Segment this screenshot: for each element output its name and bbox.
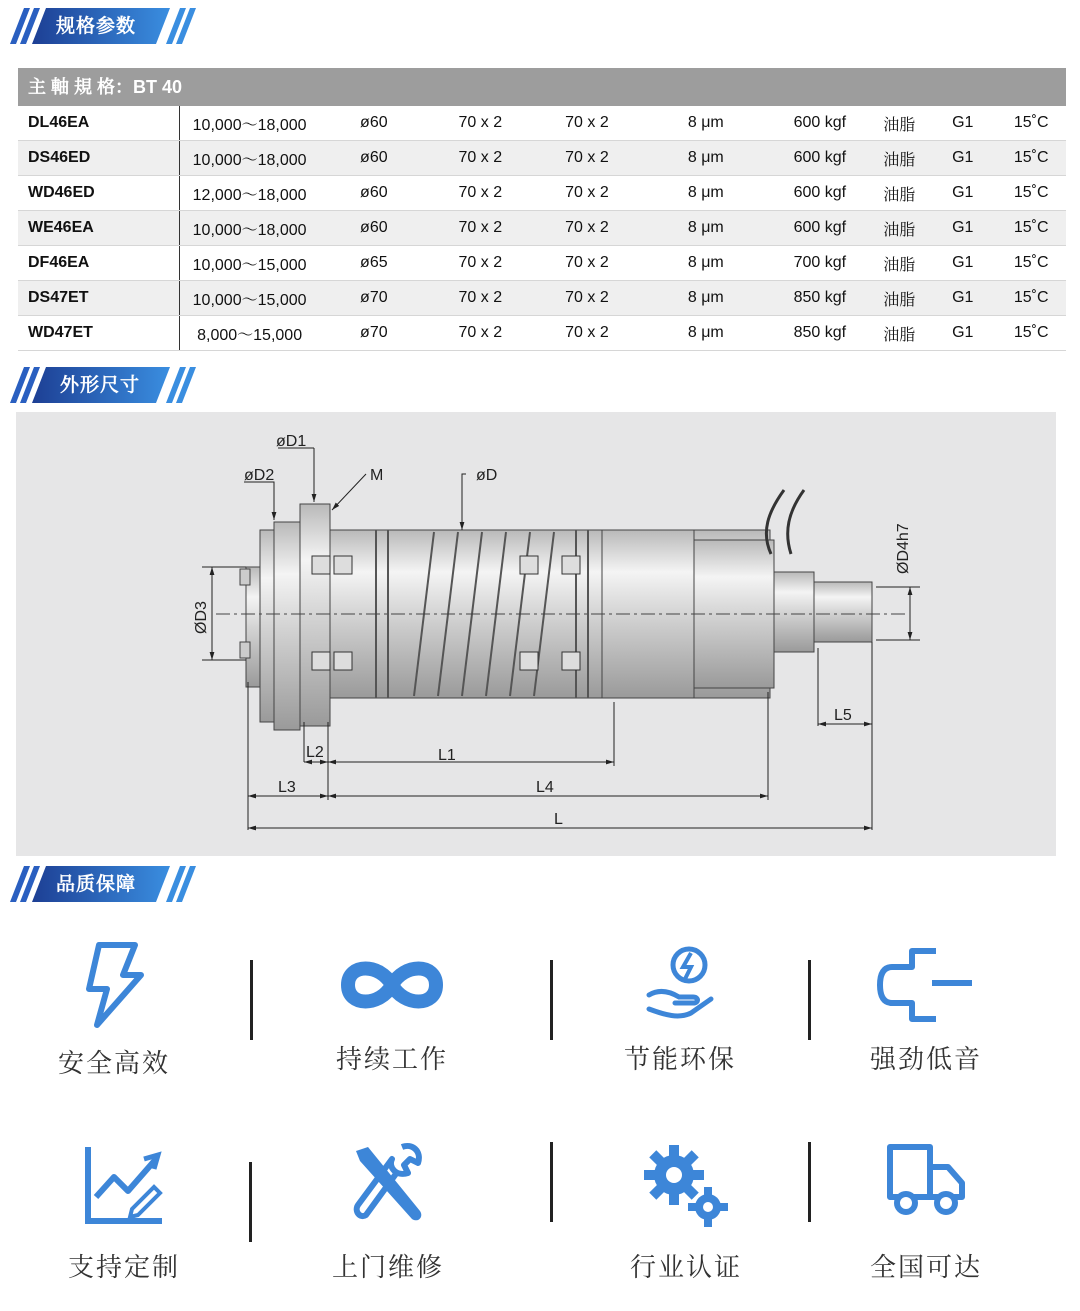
label-l5: L5 [834, 707, 852, 724]
spec-cell-thread: G1 [929, 106, 996, 141]
spec-cell-b1: 70 x 2 [428, 281, 532, 316]
spec-cell-load: 600 kgf [770, 211, 869, 246]
spec-cell-load: 700 kgf [770, 246, 869, 281]
spec-cell-b1: 70 x 2 [428, 211, 532, 246]
label-d4: ØD4h7 [895, 523, 912, 574]
spec-cell-speed: 10,000～15,000 [179, 246, 319, 281]
spec-cell-lub: 油脂 [869, 106, 929, 141]
spec-table-title: 主 軸 規 格：BT 40 [18, 68, 1066, 106]
tools-icon [346, 1141, 430, 1229]
spec-cell-speed: 8,000～15,000 [179, 316, 319, 351]
spec-cell-thread: G1 [929, 176, 996, 211]
label-m: M [370, 467, 384, 484]
spec-cell-acc: 8 μm [641, 281, 770, 316]
feature-nationwide-reach [826, 1135, 1026, 1295]
spec-cell-dia: ø70 [319, 281, 428, 316]
feature-industry-certified [586, 1135, 786, 1295]
label-d1: øD1 [276, 433, 307, 450]
spec-cell-model: DS47ET [18, 281, 179, 316]
feature-energy-saving [580, 935, 780, 1095]
spec-cell-b2: 70 x 2 [532, 316, 641, 351]
feature-label: 持续工作 [335, 1045, 448, 1075]
spec-cell-model: WD47ET [18, 316, 179, 351]
spec-cell-lub: 油脂 [869, 246, 929, 281]
separator [808, 960, 811, 1040]
spec-cell-temp: 15˚C [996, 316, 1066, 351]
label-l1: L1 [438, 747, 456, 764]
spec-cell-b2: 70 x 2 [532, 211, 641, 246]
plug-icon [876, 943, 976, 1027]
spec-cell-temp: 15˚C [996, 176, 1066, 211]
spec-cell-model: WD46ED [18, 176, 179, 211]
spec-cell-dia: ø60 [319, 211, 428, 246]
feature-label: 全国可达 [869, 1253, 982, 1283]
section-title-dimensions: 外形尺寸 [60, 374, 141, 396]
separator [808, 1142, 811, 1222]
spec-cell-load: 850 kgf [770, 316, 869, 351]
spec-cell-b1: 70 x 2 [428, 106, 532, 141]
spec-row [18, 176, 1066, 211]
spec-cell-temp: 15˚C [996, 211, 1066, 246]
spec-cell-b2: 70 x 2 [532, 246, 641, 281]
spec-cell-speed: 10,000～18,000 [179, 211, 319, 246]
spec-cell-speed: 10,000～18,000 [179, 106, 319, 141]
spec-cell-model: WE46EA [18, 211, 179, 246]
spec-cell-acc: 8 μm [641, 141, 770, 176]
spec-cell-thread: G1 [929, 316, 996, 351]
feature-strong-low-noise [826, 935, 1026, 1095]
spec-row [18, 281, 1066, 316]
spec-cell-lub: 油脂 [869, 141, 929, 176]
spec-cell-acc: 8 μm [641, 176, 770, 211]
spec-cell-thread: G1 [929, 246, 996, 281]
spec-row [18, 316, 1066, 351]
feature-label: 安全高效 [57, 1049, 170, 1079]
feature-label: 上门维修 [331, 1253, 444, 1283]
spec-cell-dia: ø65 [319, 246, 428, 281]
spec-row [18, 246, 1066, 281]
label-l4: L4 [536, 779, 554, 796]
spindle-body [240, 490, 872, 730]
label-d: øD [476, 467, 498, 484]
spec-cell-thread: G1 [929, 211, 996, 246]
spec-cell-acc: 8 μm [641, 211, 770, 246]
section-header-dimensions [6, 367, 206, 405]
feature-label: 行业认证 [629, 1253, 742, 1283]
spec-cell-acc: 8 μm [641, 246, 770, 281]
feature-custom-support [24, 1135, 224, 1295]
energy-hand-icon [645, 943, 715, 1023]
feature-safe-efficient [14, 935, 214, 1095]
spec-cell-thread: G1 [929, 281, 996, 316]
spec-cell-thread: G1 [929, 141, 996, 176]
truck-icon [884, 1141, 968, 1221]
feature-label: 支持定制 [67, 1253, 180, 1283]
spec-cell-lub: 油脂 [869, 316, 929, 351]
label-l3: L3 [278, 779, 296, 796]
spec-cell-temp: 15˚C [996, 246, 1066, 281]
spec-cell-b2: 70 x 2 [532, 141, 641, 176]
label-l: L [554, 811, 563, 828]
section-title-spec: 规格参数 [56, 15, 137, 37]
spec-cell-lub: 油脂 [869, 176, 929, 211]
spec-cell-b1: 70 x 2 [428, 141, 532, 176]
separator [249, 1162, 252, 1242]
chart-edit-icon [82, 1141, 166, 1227]
spec-cell-b1: 70 x 2 [428, 176, 532, 211]
spec-cell-temp: 15˚C [996, 141, 1066, 176]
separator [250, 960, 253, 1040]
spec-cell-dia: ø60 [319, 141, 428, 176]
spec-row [18, 141, 1066, 176]
label-l2: L2 [306, 744, 324, 761]
spec-cell-acc: 8 μm [641, 106, 770, 141]
spec-cell-load: 600 kgf [770, 141, 869, 176]
spec-cell-b2: 70 x 2 [532, 281, 641, 316]
spec-cell-lub: 油脂 [869, 281, 929, 316]
spec-cell-temp: 15˚C [996, 281, 1066, 316]
spec-row [18, 106, 1066, 141]
feature-label: 强劲低音 [869, 1045, 982, 1075]
spec-cell-dia: ø60 [319, 176, 428, 211]
separator [550, 960, 553, 1040]
section-header-spec [6, 8, 206, 46]
label-d2: øD2 [244, 467, 275, 484]
spec-cell-speed: 12,000～18,000 [179, 176, 319, 211]
spec-cell-model: DF46EA [18, 246, 179, 281]
spec-cell-b2: 70 x 2 [532, 106, 641, 141]
gears-icon [640, 1141, 732, 1229]
spec-cell-load: 850 kgf [770, 281, 869, 316]
spec-cell-dia: ø70 [319, 316, 428, 351]
section-title-quality: 品质保障 [56, 873, 137, 895]
spindle-dimension-drawing [16, 412, 1056, 856]
spec-cell-b1: 70 x 2 [428, 246, 532, 281]
spec-cell-model: DL46EA [18, 106, 179, 141]
spec-cell-dia: ø60 [319, 106, 428, 141]
lightning-icon [79, 941, 149, 1029]
spec-table [18, 106, 1066, 351]
spec-cell-lub: 油脂 [869, 211, 929, 246]
spec-cell-b2: 70 x 2 [532, 176, 641, 211]
spec-cell-speed: 10,000～18,000 [179, 141, 319, 176]
separator [550, 1142, 553, 1222]
spec-row [18, 211, 1066, 246]
spec-cell-load: 600 kgf [770, 176, 869, 211]
section-header-quality [6, 866, 206, 904]
spec-cell-load: 600 kgf [770, 106, 869, 141]
feature-onsite-repair [288, 1135, 488, 1295]
spec-cell-temp: 15˚C [996, 106, 1066, 141]
infinity-icon [340, 955, 444, 1015]
spec-cell-model: DS46ED [18, 141, 179, 176]
label-d3: ØD3 [193, 601, 210, 634]
spec-cell-speed: 10,000～15,000 [179, 281, 319, 316]
spec-cell-b1: 70 x 2 [428, 316, 532, 351]
spec-cell-acc: 8 μm [641, 316, 770, 351]
feature-continuous-work [292, 935, 492, 1095]
feature-label: 节能环保 [623, 1045, 736, 1075]
